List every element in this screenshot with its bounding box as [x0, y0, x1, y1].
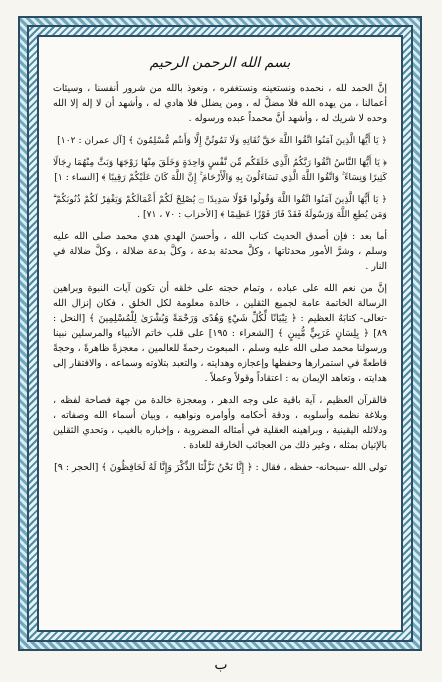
page-number: ب [214, 657, 228, 673]
paragraph-quran-miracle: فالقرآن العظيم ، آية باقية على وجه الدهر ، ومعجزة خالدة من جهة فصاحة لفظه ، وبلاغة نظمه وأسلوبه ، ودقة أحكامه وأوامره ونواهيه ، وبيان أسماء الله وصفاته ، ودلائله اليقينية ، وبراهينه العقلية في أمثاله المضروبة ، وإخباره بالغيب ، وتحدي الثقلين بالإتيان بمثله ، وغير ذلك من العجائب الخارقة للعادة . [53, 395, 387, 451]
ornamental-border [18, 16, 422, 651]
paragraph-amma-bad: أما بعد : فإن أصدق الحديث كتاب الله ، وأحسنَ الهدي هدي محمد صلى الله عليه وسلم ، وشرَّ الأمور محدثاتها ، وكلَّ محدثة بدعة ، وكلَّ بدعة ضلالة ، وكلَّ ضلالة في النار . [53, 231, 387, 272]
paragraph-blessings: إنَّ من نعم الله على عباده ، وتمام حجته على خلقه أن تكون آيات النبوة وبراهين الرسالة الخاتمة عامة لجميع الثقلين ، خالدة معلومة لكل الخلق ، فكان إنزال الله -تعالى- كتابَهُ العظيم : ﴿ تِبْيَانًا لِّكُلِّ شَيْءٍ وَهُدًى وَرَحْمَةً وَبُشْرَىٰ لِلْمُسْلِمِينَ ﴾ [النحل : ٨٩] ﴿ بِلِسَانٍ عَرَبِيٍّ مُّبِينٍ ﴾ [الشعراء : ١٩٥] على قلب خاتم الأنبياء والمرسلين نبينا ورسولنا محمد صلى الله عليه وسلم ، المبعوث رحمةً للعالمين ، معجزةً ظاهرةً ، وحجةً قاطعةً في استمرارها وحفظها وإعجازه وهدايته ، والتعبد بتلاوته وسماعه ، والافتقار إلى هدايته ، وتعاهد الإيمان به : اعتقاداً وقولاً وعملاً . [53, 283, 387, 384]
verse-al-ahzab: ﴿ يَا أَيُّهَا الَّذِينَ آمَنُوا اتَّقُوا اللَّهَ وَقُولُوا قَوْلًا سَدِيدًا ۝ يُصْلِحْ لَكُمْ أَعْمَالَكُمْ وَيَغْفِرْ لَكُمْ ذُنُوبَكُمْ ۗ وَمَن يُطِعِ اللَّهَ وَرَسُولَهُ فَقَدْ فَازَ فَوْزًا عَظِيمًا ﴾ [الأحزاب : ٧٠ ، ٧١] . [53, 194, 387, 220]
verse-an-nisa: ﴿ يَا أَيُّهَا النَّاسُ اتَّقُوا رَبَّكُمُ الَّذِي خَلَقَكُم مِّن نَّفْسٍ وَاحِدَةٍ وَخَلَقَ مِنْهَا زَوْجَهَا وَبَثَّ مِنْهُمَا رِجَالًا كَثِيرًا وَنِسَاءً ۚ وَاتَّقُوا اللَّهَ الَّذِي تَسَاءَلُونَ بِهِ وَالْأَرْحَامَ ۚ إِنَّ اللَّهَ كَانَ عَلَيْكُمْ رَقِيبًا ﴾ [النساء : ١] [53, 157, 387, 183]
paragraph-preservation: تولى الله -سبحانه- حفظه ، فقال : ﴿ إِنَّا نَحْنُ نَزَّلْنَا الذِّكْرَ وَإِنَّا لَهُ لَحَافِظُونَ ﴾ [الحجر : ٩] [54, 462, 387, 473]
verse-al-imran: ﴿ يَا أَيُّهَا الَّذِينَ آمَنُوا اتَّقُوا اللَّهَ حَقَّ تُقَاتِهِ وَلَا تَمُوتُنَّ إِلَّا وَأَنتُم مُّسْلِمُونَ ﴾ [آل عمران : ١٠٢] [57, 135, 387, 146]
basmala-heading: بسم الله الرحمن الرحيم [149, 55, 291, 71]
paragraph-opening: إنَّ الحمد لله ، نحمده ونستعينه ونستغفره ، ونعوذ بالله من شرور أنفسنا ، وسيئات أعمالنا ، من يهده الله فلا مضلَّ له ، ومن يضلل فلا هادي له ، وأشهد أن لا إله إلا الله وحده لا شريك له ، وأشهد أنَّ محمداً عبده ورسوله . [53, 83, 387, 124]
page-text-area [37, 35, 403, 632]
